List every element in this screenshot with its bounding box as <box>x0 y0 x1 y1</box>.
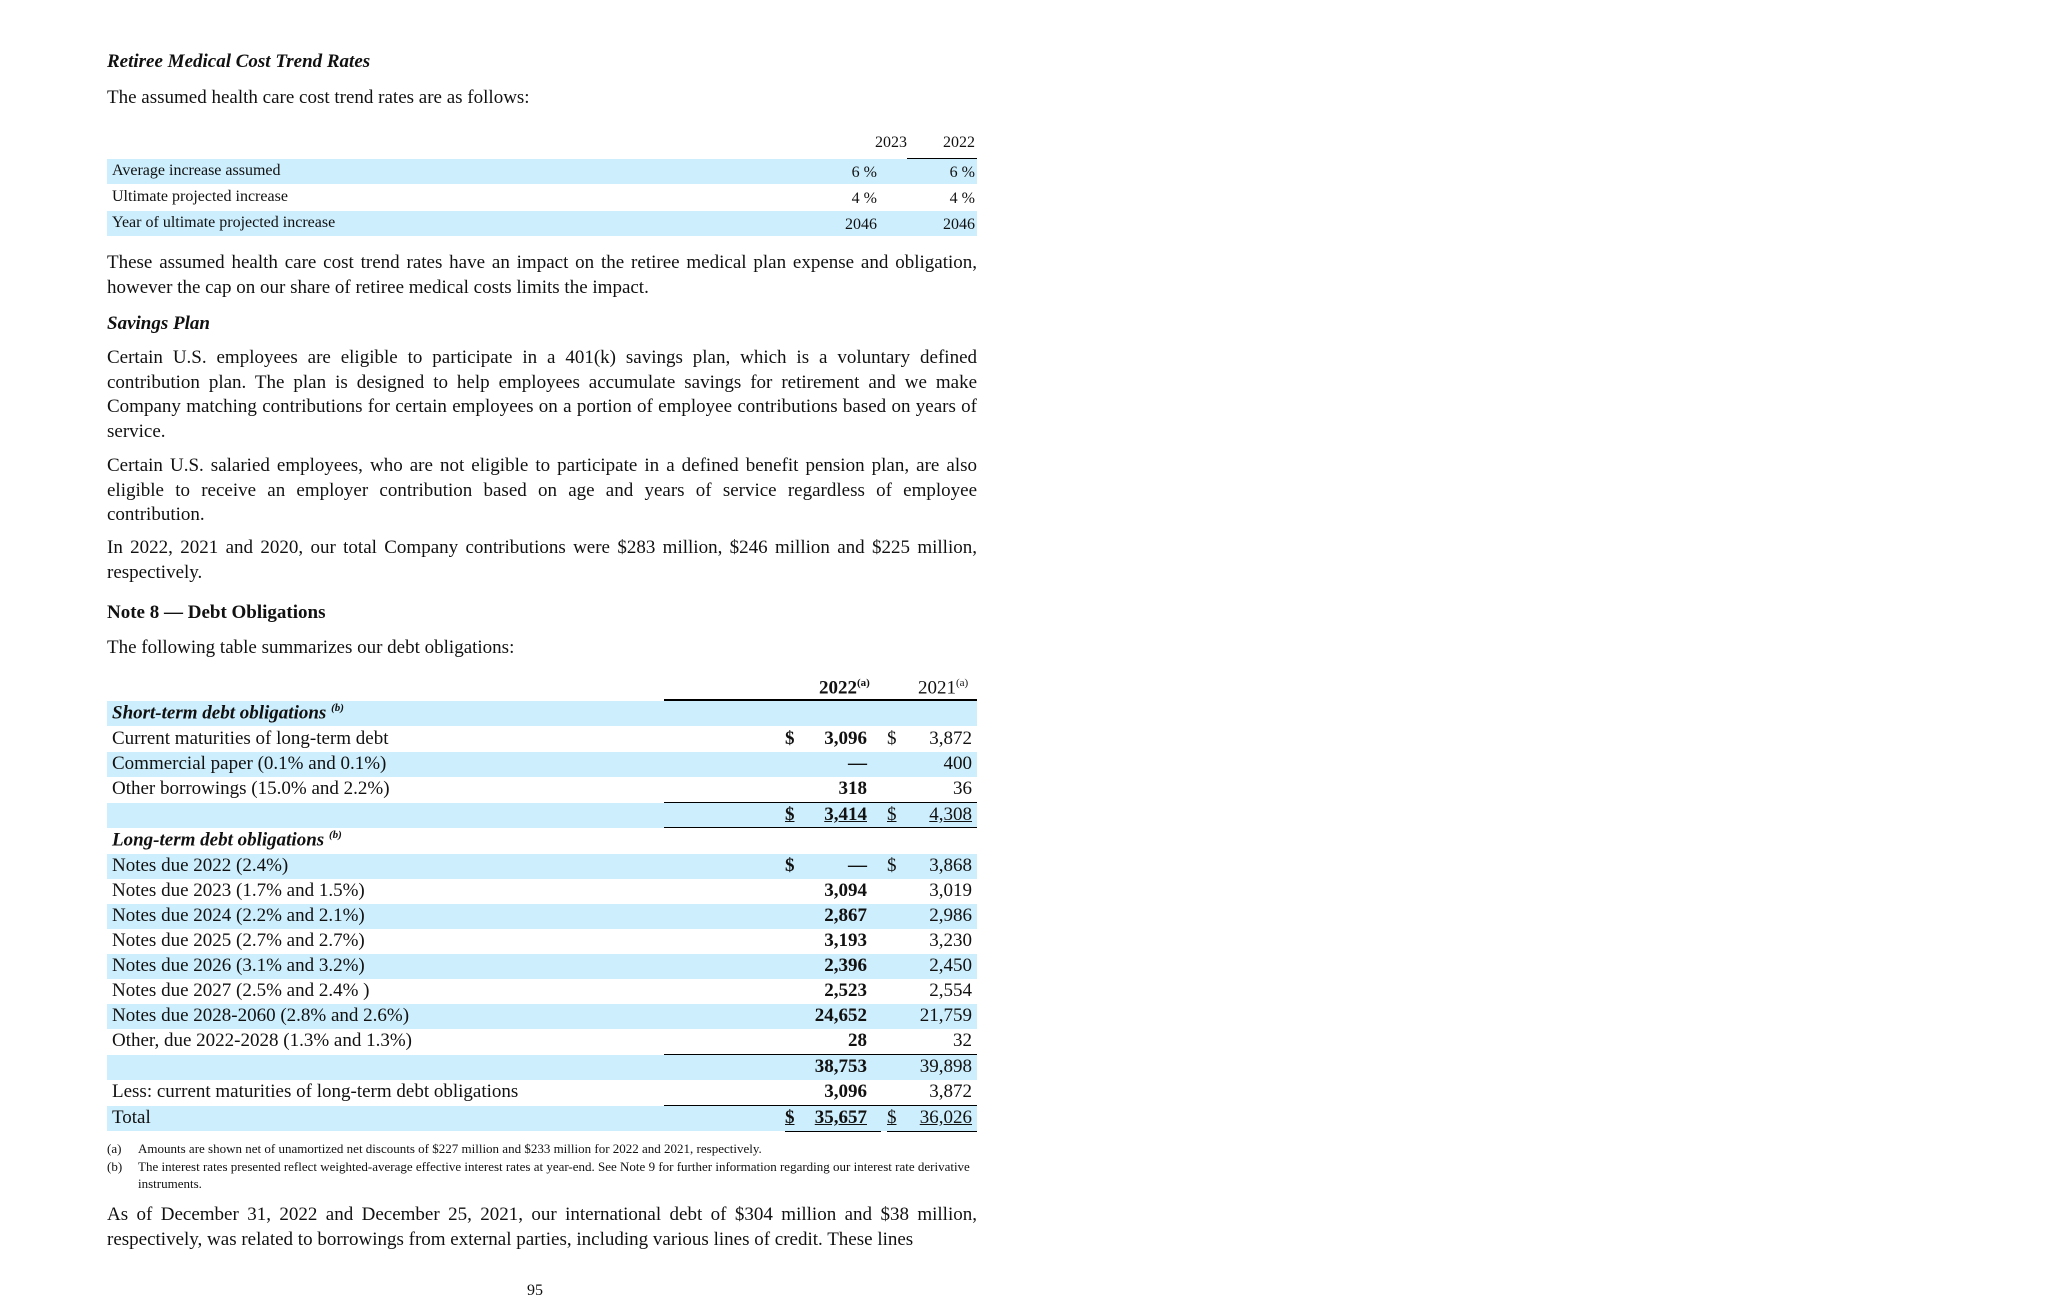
savings-paragraph-2: Certain U.S. salaried employees, who are not eligible to participate in a defined benefit pension plan, are also eligible to receive an employer contribution based on age and years of service regardless of employee contribution. <box>107 455 977 525</box>
trend-row-label: Ultimate projected increase <box>112 188 288 205</box>
table-row: Commercial paper (0.1% and 0.1%) — 400 <box>107 752 977 777</box>
trend-header-2023: 2023 <box>875 134 907 151</box>
trend-value-2022: 2046 <box>943 216 975 233</box>
trend-intro-text: The assumed health care cost trend rates are as follows: <box>107 87 530 108</box>
section-heading-note-8: Note 8 — Debt Obligations <box>107 602 326 623</box>
trend-value-2023: 2046 <box>845 216 877 233</box>
table-row: Notes due 2023 (1.7% and 1.5%) 3,094 3,019 <box>112 880 972 901</box>
section-heading-retiree-medical: Retiree Medical Cost Trend Rates <box>107 51 371 72</box>
table-row: Notes due 2028-2060 (2.8% and 2.6%) 24,652 21,759 <box>107 1004 977 1029</box>
long-term-section-title: Long-term debt obligations $^{(b)}$ <box>112 829 342 851</box>
table-row: Notes due 2022 (2.4%) $ — $ 3,868 <box>107 854 977 879</box>
table-row-total: Total $ 35,657 $ 36,026 <box>107 1106 977 1131</box>
table-row: Notes due 2026 (3.1% and 3.2%) 2,396 2,450 <box>107 954 977 979</box>
trend-value-2022: 6 % <box>949 164 975 181</box>
trend-row-label: Average increase assumed <box>112 162 281 179</box>
table-row: Notes due 2024 (2.2% and 2.1%) 2,867 2,986 <box>107 904 977 929</box>
currency-sign: $ <box>887 855 897 876</box>
section-heading-savings-plan: Savings Plan <box>107 313 210 334</box>
trend-row <box>107 159 977 184</box>
table-row: Current maturities of long-term debt $ 3,096 $ 3,872 <box>112 728 972 749</box>
trend-value-2022: 4 % <box>949 190 975 207</box>
table-row-subtotal: 38,753 39,898 <box>107 1055 977 1080</box>
trend-header-2022: 2022 <box>943 134 975 151</box>
table-row <box>107 828 977 853</box>
table-row: Other, due 2022-2028 (1.3% and 1.3%) 28 32 <box>112 1030 972 1051</box>
table-row: Other borrowings (15.0% and 2.2%) 318 36 <box>112 778 972 799</box>
closing-paragraph: As of December 31, 2022 and December 25, 2021, our international debt of $304 million and $38 million, respectively, was related to borrowings from external parties, including various lines of credit. These lines <box>107 1204 977 1250</box>
currency-sign: $ <box>887 728 897 749</box>
debt-header-2021: 2021$^{(a)}$ <box>918 677 969 699</box>
currency-sign: $ <box>887 1107 897 1128</box>
trend-row-label: Year of ultimate projected increase <box>112 214 336 231</box>
table-row <box>107 701 977 726</box>
currency-sign: $ <box>785 1107 795 1128</box>
table-row-subtotal: $ 3,414 $ 4,308 <box>107 803 977 828</box>
currency-sign: $ <box>887 804 897 825</box>
currency-sign: $ <box>785 855 795 876</box>
savings-paragraph-3: In 2022, 2021 and 2020, our total Company contributions were $283 million, $246 million and $225 million, respectively. <box>107 537 977 583</box>
savings-paragraph-1: Certain U.S. employees are eligible to participate in a 401(k) savings plan, which is a voluntary defined contribution plan. The plan is designed to help employees accumulate savings for retirement and we make Company matching contributions for certain employees on a portion of employee contributions based on years of service. <box>107 347 977 442</box>
page-number: 95 <box>527 1282 543 1299</box>
trend-value-2023: 4 % <box>851 190 877 207</box>
currency-sign: $ <box>785 804 795 825</box>
trend-row <box>107 185 977 210</box>
table-row: Less: current maturities of long-term debt obligations 3,096 3,872 <box>112 1081 972 1102</box>
double-rule <box>887 1131 977 1132</box>
debt-intro-text: The following table summarizes our debt obligations: <box>107 637 515 658</box>
short-term-section-title: Short-term debt obligations $^{(b)}$ <box>112 702 344 724</box>
trend-row <box>107 211 977 236</box>
double-rule <box>785 1131 881 1132</box>
table-row: Notes due 2027 (2.5% and 2.4% ) 2,523 2,554 <box>112 980 972 1001</box>
currency-sign: $ <box>785 728 795 749</box>
trend-value-2023: 6 % <box>851 164 877 181</box>
trend-impact-paragraph: These assumed health care cost trend rates have an impact on the retiree medical plan expense and obligation, however the cap on our share of retiree medical costs limits the impact. <box>107 252 977 298</box>
debt-header-2022: 2022$^{(a)}$ <box>819 677 870 699</box>
table-row: Notes due 2025 (2.7% and 2.7%) 3,193 3,230 <box>112 930 972 951</box>
